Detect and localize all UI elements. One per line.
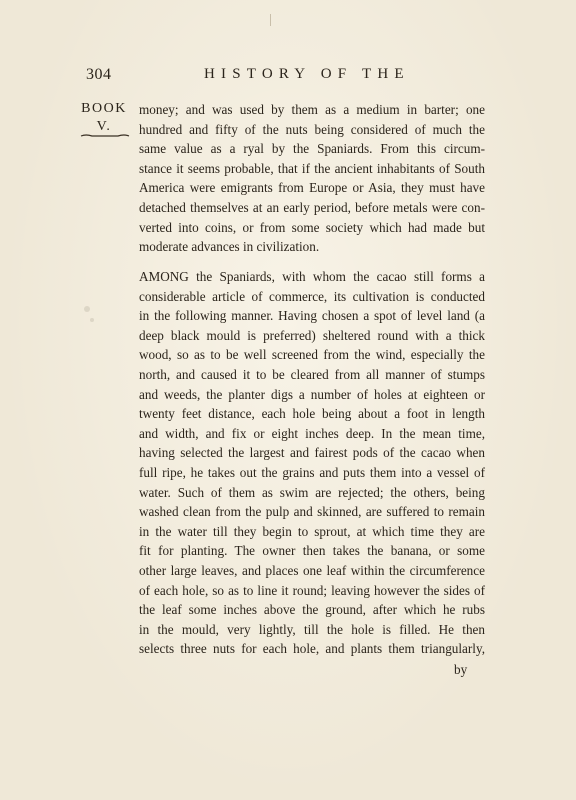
text-line: in the water till they begin to sprout, at which time they are [139, 523, 485, 539]
text-line: of each hole, so as to line it round; leaving however the sides of [139, 582, 485, 598]
text-line: stance it seems probable, that if the ancient inhabitants of South [139, 160, 485, 176]
text-line: hundred and fifty of the nuts being considered of much the [139, 121, 485, 137]
text-line: deep black mould is preferred) sheltered round with a thick [139, 327, 485, 343]
margin-book-label: BOOK [81, 101, 127, 116]
text-line: moderate advances in civilization. [139, 239, 320, 255]
paragraph-2 [139, 267, 485, 659]
text-line: verted into coins, or from some society which had made but [139, 219, 485, 235]
text-line: wood, so as to be well screened from the wind, especially the [139, 347, 485, 363]
text-line: in the mould, very lightly, till the hole is filled. He then [139, 621, 485, 637]
catchword: by [454, 662, 468, 677]
text-line: twenty feet distance, each hole being about a foot in length [139, 406, 485, 422]
text-line: detached themselves at an early period, before metals were con- [139, 199, 485, 215]
text-line: same value as a ryal by the Spaniards. From this circum- [139, 141, 485, 157]
text-line: north, and caused it to be cleared from all manner of stumps [139, 366, 485, 382]
paragraph-1 [139, 100, 485, 257]
text-line: in the following manner. Having chosen a spot of level land (a [139, 308, 485, 324]
text-line: and weeds, the planter digs a number of holes at eighteen or [139, 386, 485, 402]
text-line: washed clean from the pulp and skinned, are suffered to remain [139, 504, 485, 520]
text-line: water. Such of them as swim are rejected; the others, being [139, 484, 485, 500]
page-header [86, 66, 486, 86]
text-line: the leaf some inches above the ground, after which he rubs [139, 602, 485, 618]
margin-note [76, 100, 132, 136]
running-head: HISTORY OF THE [204, 66, 410, 82]
text-line: other large leaves, and places one leaf within the circumference [139, 562, 485, 578]
text-line: fit for planting. The owner then takes the banana, or some [139, 543, 485, 559]
paper-smudge [90, 318, 94, 322]
text-line: selects three nuts for each hole, and plants them triangularly, [139, 641, 485, 657]
margin-volume-label: V. [96, 119, 112, 134]
text-line: money; and was used by them as a medium in barter; one [139, 102, 485, 117]
gutter-mark [270, 14, 271, 26]
paper-smudge [84, 306, 90, 312]
text-line: full ripe, he takes out the grains and puts them into a vessel of [139, 464, 485, 480]
text-line: and width, and fix or eight inches deep. In the mean time, [139, 425, 485, 441]
text-line: having selected the largest and fairest pods of the cacao when [139, 445, 485, 461]
text-line: AMONG the Spaniards, with whom the cacao still forms a [139, 269, 485, 284]
text-line: considerable article of commerce, its cultivation is conducted [139, 288, 485, 304]
ornamental-rule [80, 134, 130, 138]
text-line: America were emigrants from Europe or Asia, they must have [139, 180, 485, 196]
page-number: 304 [86, 66, 112, 83]
